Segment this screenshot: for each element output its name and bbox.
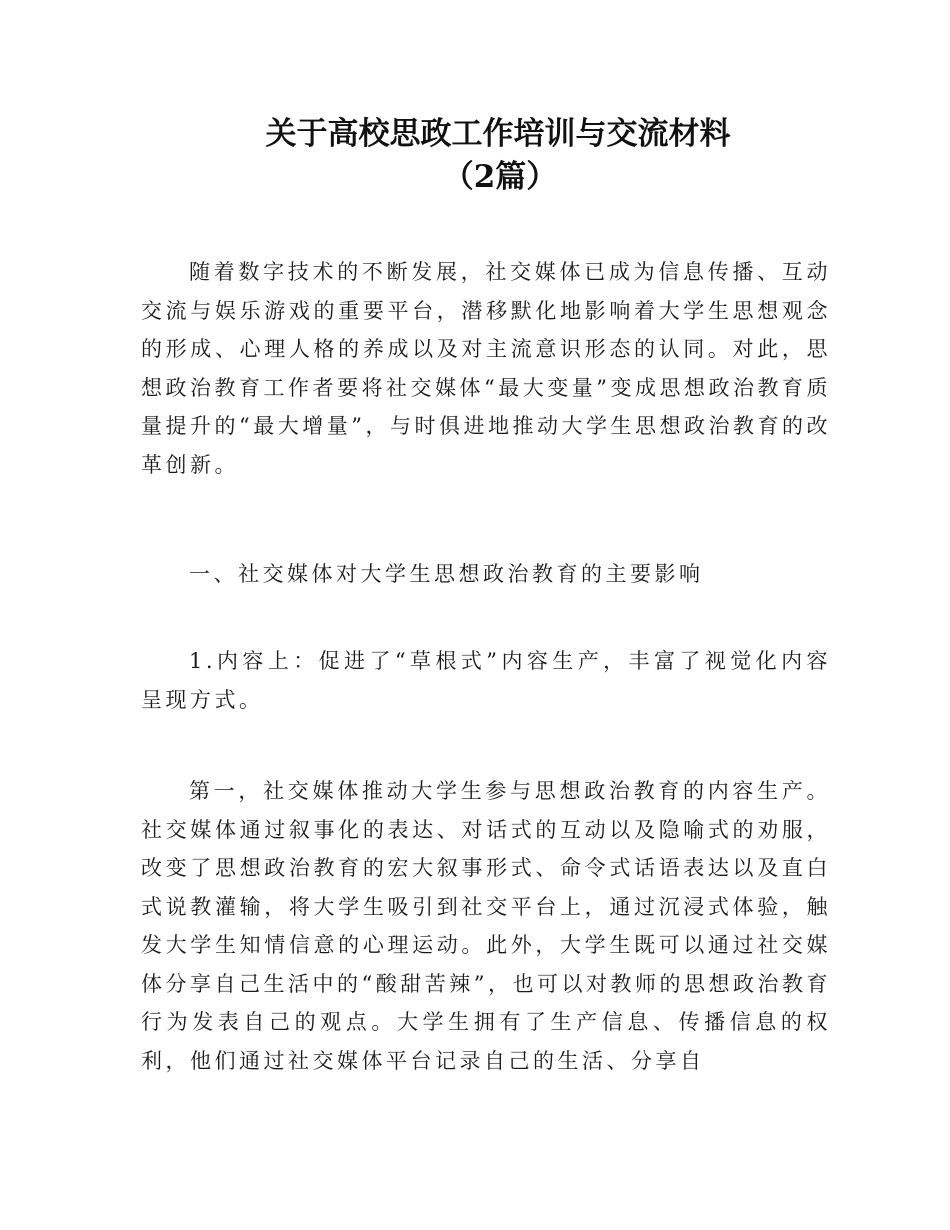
document-title: 关于高校思政工作培训与交流材料 bbox=[265, 116, 731, 152]
section-heading: 一、社交媒体对大学生思想政治教育的主要影响 bbox=[189, 562, 704, 586]
body-paragraph: 第一，社交媒体推动大学生参与思想政治教育的内容生产。社交媒体通过叙事化的表达、对话式的互动以及隐喻式的劝服，改变了思想政治教育的宏大叙事形式、命令式话语表达以及直白式说教灌输，将大学生吸引到社交平台上，通过沉浸式体验，触发大学生知情信意的心理运动。此外，大学生既可以通过社交媒体分享自己生活中的“酸甜苦辣”，也可以对教师的思想政治教育行为发表自己的观点。大学生拥有了生产信息、传播信息的权利，他们通过社交媒体平台记录自己的生活、分享自 bbox=[141, 779, 831, 1073]
intro-paragraph: 随着数字技术的不断发展，社交媒体已成为信息传播、互动交流与娱乐游戏的重要平台，潜移默化地影响着大学生思想观念的形成、心理人格的养成以及对主流意识形态的认同。对此，思想政治教育工作者要将社交媒体“最大变量”变成思想政治教育质量提升的“最大增量”，与时俱进地推动大学生思想政治教育的改革创新。 bbox=[141, 260, 831, 477]
subsection-heading: 1.内容上：促进了“草根式”内容生产，丰富了视觉化内容呈现方式。 bbox=[141, 649, 831, 712]
document-subtitle: （2篇） bbox=[442, 159, 558, 195]
